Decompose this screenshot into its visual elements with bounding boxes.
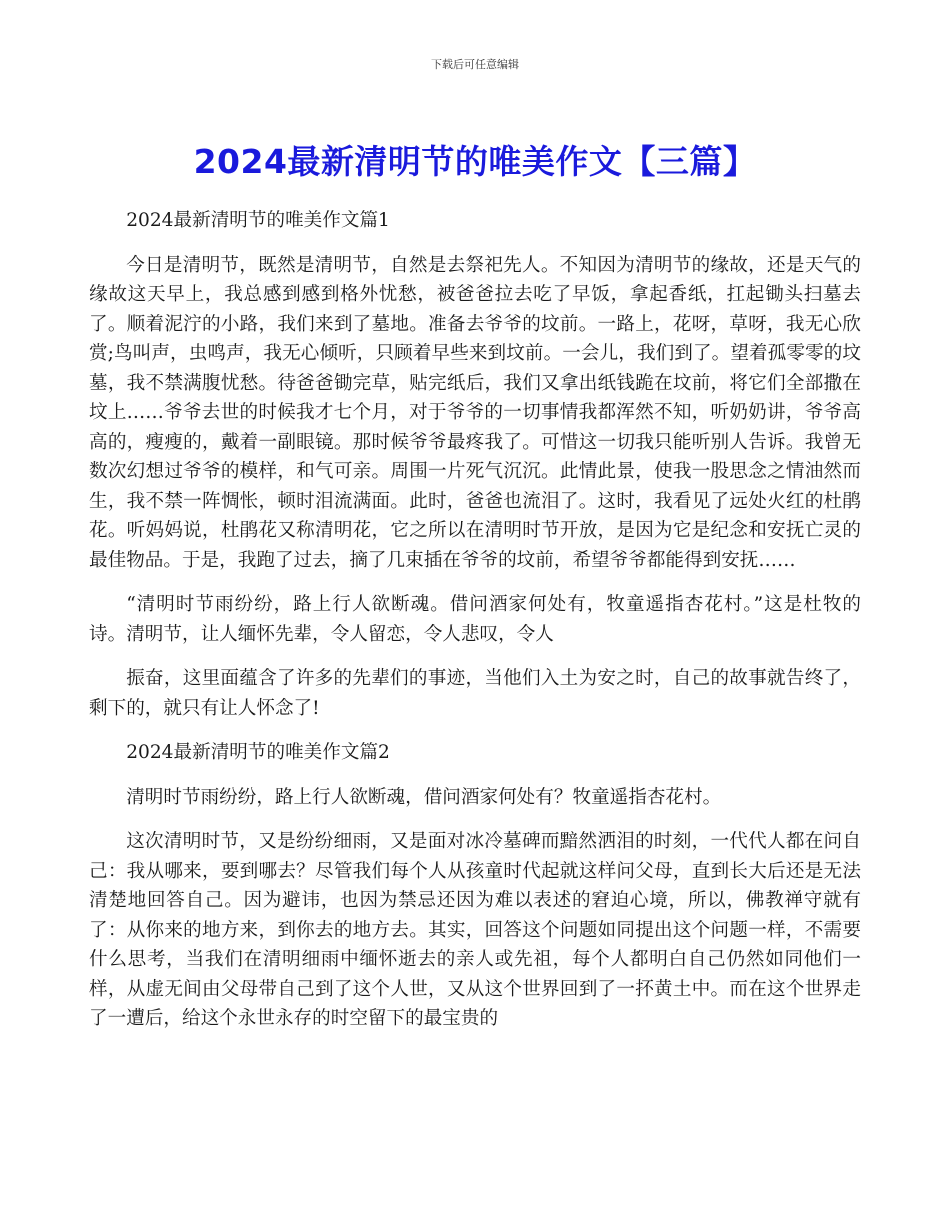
paragraph: 这次清明时节，又是纷纷细雨，又是面对冰冷墓碑而黯然洒泪的时刻，一代代人都在问自己：我从哪来，要到哪去？尽管我们每个人从孩童时代起就这样问父母，直到长大后还是无法清楚地回答自己。因为避讳，也因为禁忌还因为难以表述的窘迫心境，所以，佛教禅守就有了：从你来的地方来，到你去的地方去。其实，回答这个问题如同提出这个问题一样，不需要什么思考，当我们在清明细雨中缅怀逝去的亲人或先祖，每个人都明白自己仍然如同他们一样，从虚无间由父母带自己到了这个人世，又从这个世界回到了一抔黄土中。而在这个世界走了一遭后，给这个永世永存的时空留下的最宝贵的 xyxy=(89,831,861,1029)
section-heading-2: 2024最新清明节的唯美作文篇2 xyxy=(126,742,390,763)
paragraph: “清明时节雨纷纷，路上行人欲断魂。借问酒家何处有，牧童遥指杏花村。”这是杜牧的诗。清明节，让人缅怀先辈，令人留恋，令人悲叹，令人 xyxy=(89,594,861,645)
paragraph: 清明时节雨纷纷，路上行人欲断魂，借问酒家何处有？牧童遥指杏花村。 xyxy=(126,786,722,808)
document-body xyxy=(89,206,861,1049)
paragraph: 振奋，这里面蕴含了许多的先辈们的事迹，当他们入土为安之时，自己的故事就告终了，剩下的，就只有让人怀念了! xyxy=(89,668,861,719)
document-title: 2024最新清明节的唯美作文【三篇】 xyxy=(193,142,757,181)
header-note: 下载后可任意编辑 xyxy=(431,58,519,71)
section-heading-1: 2024最新清明节的唯美作文篇1 xyxy=(126,210,390,231)
paragraph: 今日是清明节，既然是清明节，自然是去祭祀先人。不知因为清明节的缘故，还是天气的缘故这天早上，我总感到感到格外忧愁，被爸爸拉去吃了早饭，拿起香纸，扛起锄头扫墓去了。顺着泥泞的小路，我们来到了墓地。准备去爷爷的坟前。一路上，花呀，草呀，我无心欣赏;鸟叫声，虫鸣声，我无心倾听，只顾着早些来到坟前。一会儿，我们到了。望着孤零零的坟墓，我不禁满腹忧愁。待爸爸锄完草，贴完纸后，我们又拿出纸钱跪在坟前，将它们全部撒在坟上……爷爷去世的时候我才七个月，对于爷爷的一切事情我都浑然不知，听奶奶讲，爷爷高高的，瘦瘦的，戴着一副眼镜。那时候爷爷最疼我了。可惜这一切我只能听别人告诉。我曾无数次幻想过爷爷的模样，和气可亲。周围一片死气沉沉。此情此景，使我一股思念之情油然而生，我不禁一阵惆怅，顿时泪流满面。此时，爸爸也流泪了。这时，我看见了远处火红的杜鹃花。听妈妈说，杜鹃花又称清明花，它之所以在清明时节开放，是因为它是纪念和安抚亡灵的最佳物品。于是，我跑了过去，摘了几束插在爷爷的坟前，希望爷爷都能得到安抚…… xyxy=(89,254,861,571)
